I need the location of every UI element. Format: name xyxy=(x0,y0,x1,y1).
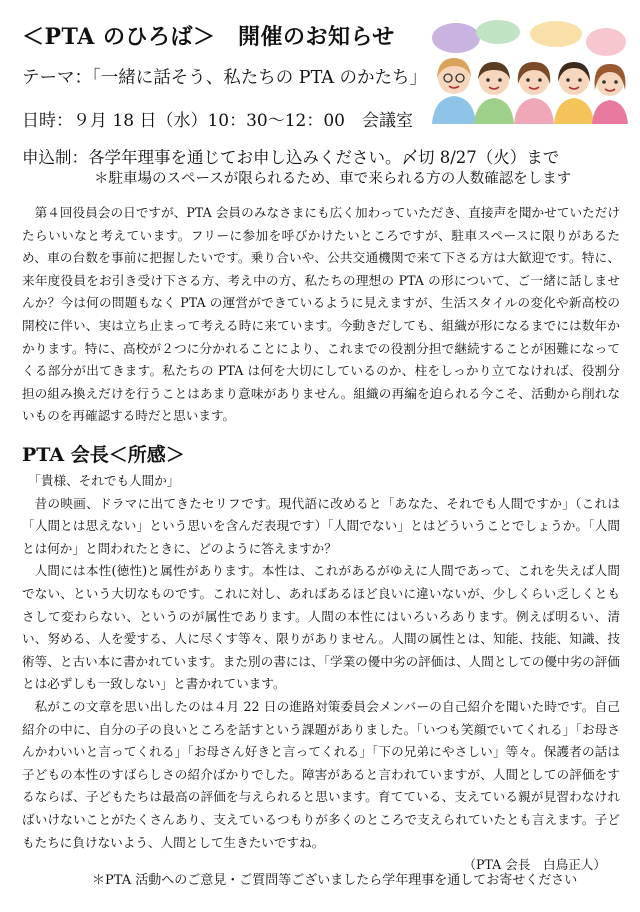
essay-body xyxy=(22,470,620,877)
people-talking-icon xyxy=(428,20,628,124)
parking-note: ＊駐車場のスペースが限られるため、車で来られる方の人数確認をします xyxy=(94,171,572,187)
event-theme: テーマ：「一緒に話そう、私たちの PTA のかたち」 xyxy=(22,68,428,88)
application-info: 申込制：各学年理事を通じてお申し込みください。〆切 8/27（火）まで xyxy=(22,148,560,167)
footer-note: ＊PTA 活動へのご意見・ご質問等ございましたら学年理事を通してお寄せください xyxy=(92,873,578,888)
essay-quote: 「貴様、それでも人間か」 xyxy=(28,473,180,488)
event-datetime: 日時：９月 18 日（水）10：30～12：00 会議室 xyxy=(22,111,413,131)
intro-paragraph: 第４回役員会の日ですが、PTA 会員のみなさまにも広く加わっていただき、直接声を聞かせていただけたらいいなと考えています。フリーに参加を呼びかけたいところですが、駐車スペースに限りがあるため、車の台数を事前に把握したいです。乗り合いや、公共交通機関で来て下さる方は大歓迎です。特に、来年度役員をお引き受け下さる方、考え中の方、私たちの理想の PTA の形について、ご一緒に話しませんか？今は何の問題もなく PTA の運営ができているように見えますが、生活スタイルの変化や新高校の開校に伴い、実は立ち止まって考える時に来ています。今動きだしても、組織が形になるまでには数年かかります。特に、高校が２つに分かれることにより、これまでの役割分担で継続することが困難になってくる部分が出てきます。私たちの PTA は何を大切にしているのか、柱をしっかり立てなければ、役割分担の組み換えだけを行うことはあまり意味がありません。組織の再編を迫られる今こそ、活動から削れないものを再確認する時だと思います。 xyxy=(22,205,620,424)
essay-paragraph: 人間には本性(徳性)と属性があります。本性は、これがあるがゆえに人間であって、これを失えば人間でない、という大切なものです。これに対し、あればあるほど良いに違いないが、少しくらい乏しくともさして変わらない、というのが属性であります。人間の本性にはいろいろあります。例えば明るい、清い、努める、人を愛する、人に尽くす等々、限りがありません。人間の属性とは、知能、技能、知識、技術等、と古い本に書かれています。また別の書には、「学業の優中劣の評価は、人間としての優中劣の評価とは必ずしも一致しない」と書かれています。 xyxy=(22,563,620,692)
essay-paragraph: 私がこの文章を思い出したのは４月 22 日の進路対策委員会メンバーの自己紹介を聞いた時です。自己紹介の中に、自分の子の良いところを話すという課題がありました。「いつも笑顔でいてくれる」「お母さんかわいいと言ってくれる」「お母さん好きと言ってくれる」「下の兄弟にやさしい」等々。保護者の話は子どもの本性のすばらしさの紹介ばかりでした。障害があると言われていますが、人間としての評価をするならば、子どもたちは最高の評価を与えられると思います。育てている、支えている親が見習わなければいけないことがたくさんあり、支えているつもりが多くのところで支えられていたとも言えます。子どもたちに負けないよう、人間として生きたいですね。 xyxy=(22,698,620,850)
section-heading: PTA 会長＜所感＞ xyxy=(22,444,185,466)
essay-paragraph: 昔の映画、ドラマに出てきたセリフです。現代語に改めると「あなた、それでも人間ですか」（これは「人間とは思えない」という思いを含んだ表現です）「人間でない」とはどういうことでしょうか。「人間とは何か」と問われたときに、どのように答えますか？ xyxy=(22,495,620,556)
page-title: ＜PTA のひろば＞ 開催のお知らせ xyxy=(22,24,395,50)
signature: （PTA 会長 白鳥正人） xyxy=(463,857,606,873)
